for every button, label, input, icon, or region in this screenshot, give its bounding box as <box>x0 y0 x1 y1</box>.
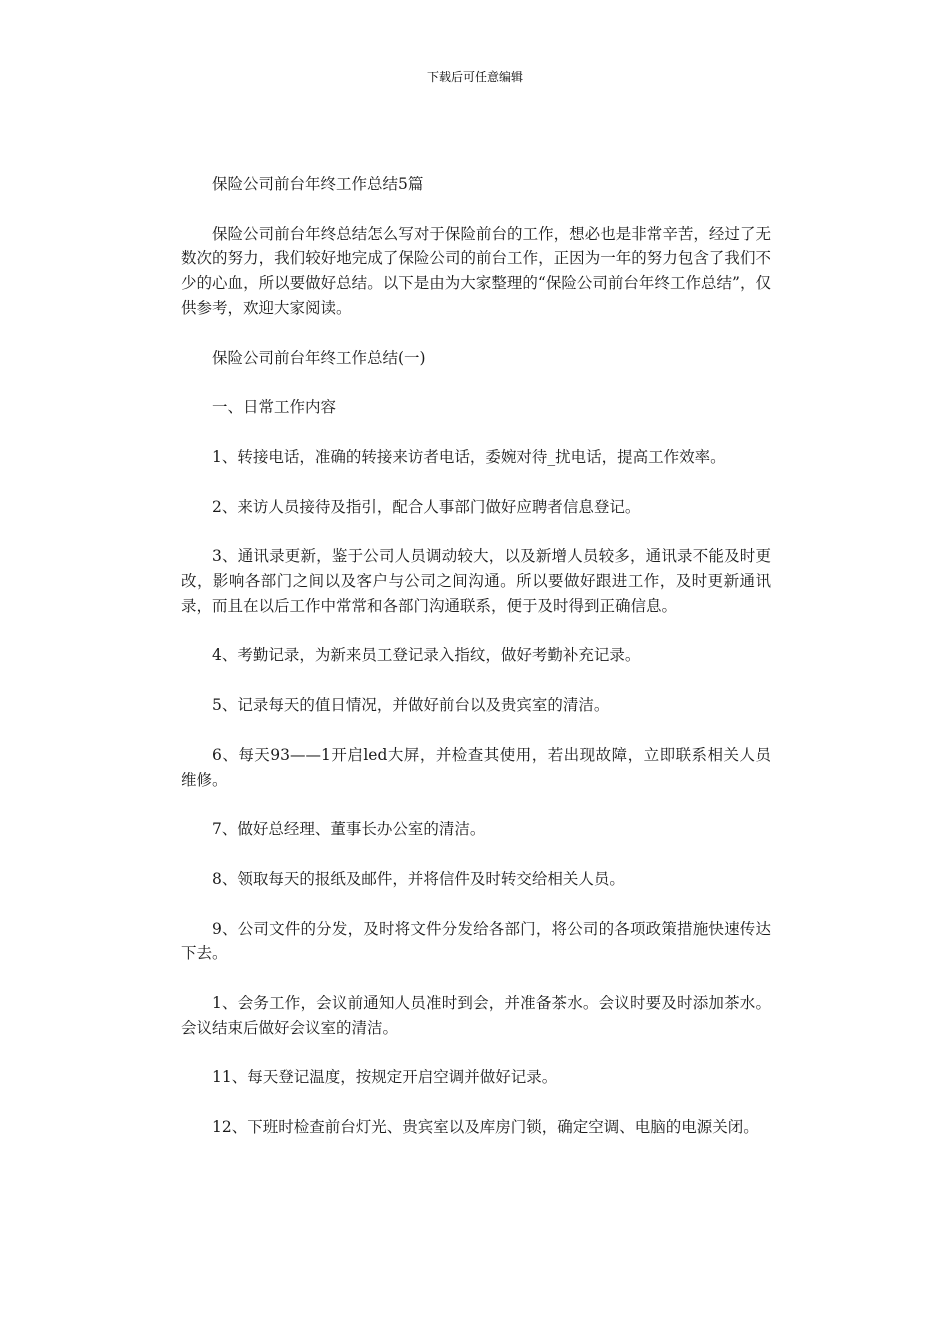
list-item: 1、转接电话，准确的转接来访者电话，委婉对待_扰电话，提高工作效率。 <box>212 447 726 466</box>
document-title: 保险公司前台年终工作总结5篇 <box>212 175 424 193</box>
list-item: 8、领取每天的报纸及邮件，并将信件及时转交给相关人员。 <box>212 869 625 888</box>
document-body <box>181 172 771 1165</box>
list-item: 6、每天93——1开启led大屏，并检查其使用，若出现故障，立即联系相关人员维修。 <box>181 745 771 789</box>
list-item: 9、公司文件的分发，及时将文件分发给各部门，将公司的各项政策措施快速传达下去。 <box>181 919 771 963</box>
list-item: 11、每天登记温度，按规定开启空调并做好记录。 <box>212 1068 558 1087</box>
intro-paragraph: 保险公司前台年终总结怎么写对于保险前台的工作，想必也是非常辛苦，经过了无数次的努力，我们较好地完成了保险公司的前台工作，正因为一年的努力包含了我们不少的心血，所以要做好总结。以下是由为大家整理的“保险公司前台年终工作总结”，仅供参考，欢迎大家阅读。 <box>181 224 771 317</box>
subsection-heading: 一、日常工作内容 <box>212 398 337 417</box>
list-item: 3、通讯录更新，鉴于公司人员调动较大，以及新增人员较多，通讯录不能及时更改，影响各部门之间以及客户与公司之间沟通。所以要做好跟进工作，及时更新通讯录，而且在以后工作中常常和各部门沟通联系，便于及时得到正确信息。 <box>181 547 771 615</box>
list-item: 12、下班时检查前台灯光、贵宾室以及库房门锁，确定空调、电脑的电源关闭。 <box>212 1118 759 1137</box>
list-item: 7、做好总经理、董事长办公室的清洁。 <box>212 820 486 839</box>
list-item: 4、考勤记录，为新来员工登记录入指纹，做好考勤补充记录。 <box>212 646 641 665</box>
section-heading: 保险公司前台年终工作总结(一) <box>212 348 426 367</box>
list-item: 2、来访人员接待及指引，配合人事部门做好应聘者信息登记。 <box>212 497 641 516</box>
download-editable-note: 下载后可任意编辑 <box>426 70 523 84</box>
list-item: 1、会务工作，会议前通知人员准时到会，并准备茶水。会议时要及时添加茶水。会议结束后做好会议室的清洁。 <box>181 994 771 1037</box>
list-item: 5、记录每天的值日情况，并做好前台以及贵宾室的清洁。 <box>212 696 610 715</box>
